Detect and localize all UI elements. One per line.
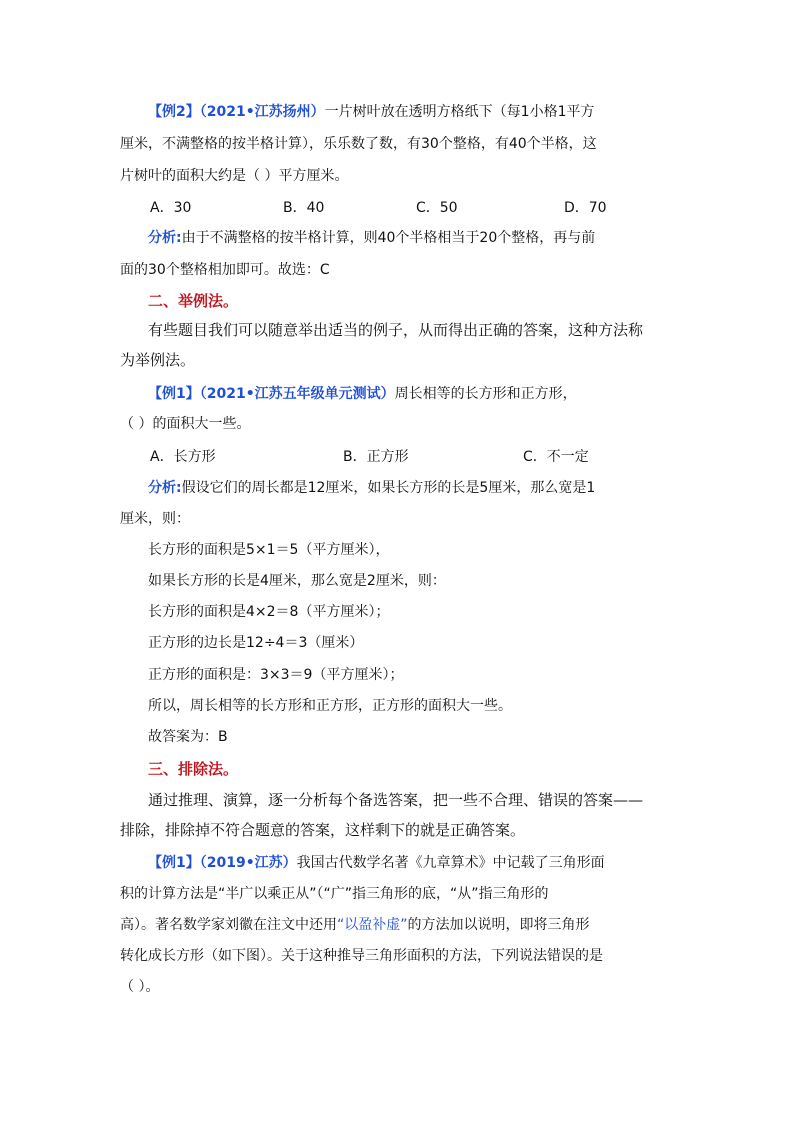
ex2-option-a: A．30 <box>150 200 192 216</box>
ex1b-q3c: 的方法加以说明，即将三角形 <box>407 917 590 933</box>
ex1a-step-3: 长方形的面积是4×2＝8（平方厘米）； <box>148 604 390 620</box>
ex1a-analysis-1: 假设它们的周长都是12厘米，如果长方形的长是5厘米，那么宽是1 <box>181 480 596 496</box>
ex1a-step-5: 正方形的面积是：3×3＝9（平方厘米）； <box>148 667 404 683</box>
ex1b-question-line-1 <box>148 853 708 873</box>
ex1a-option-b: B．正方形 <box>343 449 409 465</box>
ex1a-q1: 周长相等的长方形和正方形， <box>394 386 577 402</box>
ex1a-analysis-label: 分析: <box>148 480 182 496</box>
ex1a-step-7: 故答案为：B <box>148 729 228 745</box>
ex1a-step-2: 如果长方形的长是4厘米，那么宽是2厘米，则： <box>148 573 446 589</box>
ex1a-label: 【例1】 <box>148 386 200 402</box>
ex1b-q3a: 高）。著名数学家刘徽在注文中还用 <box>120 917 337 933</box>
ex2-q3: 片树叶的面积大约是（ ）平方厘米。 <box>120 168 349 184</box>
section-2-intro-2: 为举例法。 <box>120 351 196 369</box>
ex1b-q2: 积的计算方法是“半广以乘正从”（“广”指三角形的底，“从”指三角形的 <box>120 886 549 902</box>
ex1a-question-line-1 <box>148 384 708 404</box>
ex1b-q4: 转化成长方形（如下图）。关于这种推导三角形面积的方法，下列说法错误的是 <box>120 948 603 964</box>
ex2-question-line-1 <box>148 102 708 122</box>
ex1a-analysis-2: 厘米，则： <box>120 511 190 527</box>
ex1a-step-1: 长方形的面积是5×1＝5（平方厘米）， <box>148 542 390 558</box>
ex1a-option-a: A．长方形 <box>150 449 216 465</box>
ex1a-step-6: 所以，周长相等的长方形和正方形，正方形的面积大一些。 <box>148 698 512 714</box>
ex1a-step-4: 正方形的边长是12÷4＝3（厘米） <box>148 635 364 651</box>
ex2-q2: 厘米，不满整格的按半格计算），乐乐数了数，有30个整格，有40个半格，这 <box>120 136 597 152</box>
section-3-intro-2: 排除，排除掉不符合题意的答案，这样剩下的就是正确答案。 <box>120 821 526 839</box>
ex2-option-b: B．40 <box>283 200 325 216</box>
ex2-q1: 一片树叶放在透明方格纸下（每1小格1平方 <box>324 104 595 120</box>
ex2-option-d: D．70 <box>564 200 607 216</box>
ex2-analysis-2: 面的30个整格相加即可。故选：C <box>120 262 330 278</box>
section-3-heading: 三、排除法。 <box>148 760 239 778</box>
ex2-analysis-line-1 <box>148 228 708 248</box>
ex2-label: 【例2】 <box>148 104 200 120</box>
ex1b-label: 【例1】 <box>148 855 200 871</box>
ex1a-source: （2021•江苏五年级单元测试） <box>199 386 395 402</box>
ex1a-analysis-line-1 <box>148 478 708 498</box>
section-2-heading: 二、举例法。 <box>148 292 239 310</box>
ex1b-q1: 我国古代数学名著《九章算术》中记载了三角形面 <box>296 855 605 871</box>
section-2-intro-1: 有些题目我们可以随意举出适当的例子，从而得出正确的答案，这种方法称 <box>148 321 644 339</box>
ex1b-source: （2019•江苏） <box>199 855 297 871</box>
ex1a-option-c: C．不一定 <box>523 449 589 465</box>
ex2-analysis-1: 由于不满整格的按半格计算，则40个半格相当于20个整格，再与前 <box>181 230 596 246</box>
ex1b-q5: （ ）。 <box>120 979 160 995</box>
ex2-source: （2021•江苏扬州） <box>199 104 325 120</box>
ex1a-q2: （ ）的面积大一些。 <box>120 416 251 432</box>
section-3-intro-1: 通过推理、演算，逐一分析每个备选答案，把一些不合理、错误的答案—— <box>148 791 644 809</box>
ex2-analysis-label: 分析: <box>148 230 182 246</box>
ex2-option-c: C．50 <box>416 200 458 216</box>
ex1b-q3b: “以盈补虚” <box>337 917 408 933</box>
ex1b-question-line-3 <box>120 915 680 935</box>
